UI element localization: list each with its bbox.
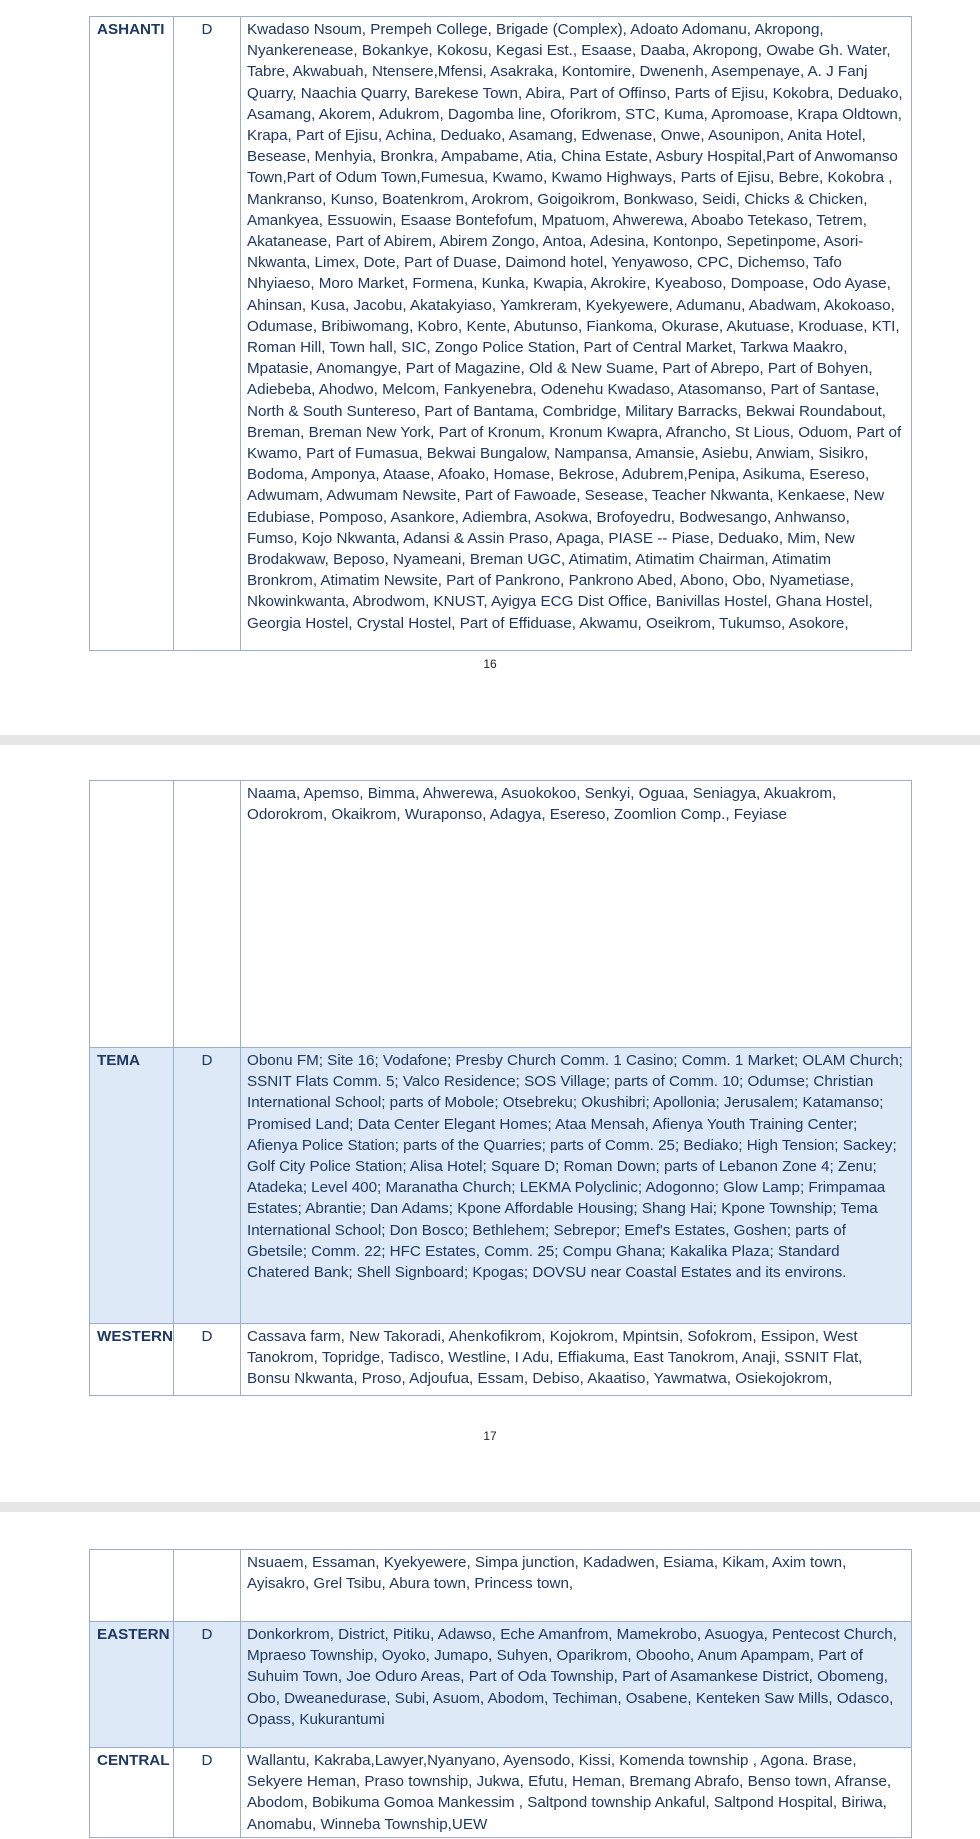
region-cell: CENTRAL	[90, 1748, 174, 1838]
page-number: 16	[483, 657, 497, 671]
affected-areas-cell: Donkorkrom, District, Pitiku, Adawso, Eche Amanfrom, Mamekrobo, Asuogya, Pentecost Church, Mpraeso Township, Oyoko, Jumapo, Suhyen, Oparikrom, Obooho, Anum Apampam, Part of Suhuim Town, Joe Oduro Areas, Part of Oda Township, Part of Asamankese District, Obomeng, Obo, Dweanedurase, Subi, Asuom, Abodom, Techiman, Osabene, Kenteken Saw Mills, Odasco, Opass, Kukurantumi	[241, 1622, 912, 1748]
document-page-16	[0, 0, 980, 735]
outage-schedule-table	[89, 780, 912, 1396]
page-number: 17	[483, 1429, 497, 1443]
affected-areas-cell: Wallantu, Kakraba,Lawyer,Nyanyano, Ayensodo, Kissi, Komenda township , Agona. Brase, Sekyere Heman, Praso township, Jukwa, Efutu, Heman, Bremang Abrafo, Benso town, Afranse, Abodom, Bobikuma Gomoa Mankessim , Saltpond township Ankaful, Saltpond Hospital, Biriwa, Anomabu, Winneba Township,UEW	[241, 1748, 912, 1838]
table-row-eastern	[90, 1622, 912, 1748]
document-page-next	[0, 1512, 980, 1839]
group-code-cell	[174, 781, 241, 1048]
table-row-western	[90, 1324, 912, 1396]
affected-areas-cell: Obonu FM; Site 16; Vodafone; Presby Church Comm. 1 Casino; Comm. 1 Market; OLAM Church; SSNIT Flats Comm. 5; Valco Residence; SOS Village; parts of Comm. 10; Odumse; Christian International School; parts of Mobole; Otsebreku; Okushibri; Apollonia; Jerusalem; Katamanso; Promised Land; Data Center Elegant Homes; Ataa Mensah, Afienya Youth Training Center; Afienya Police Station; parts of the Quarries; parts of Comm. 25; Bediako; High Tension; Sackey; Golf City Police Station; Alisa Hotel; Square D; Roman Down; parts of Lebanon Zone 4; Zenu; Atadeka; Level 400; Maranatha Church; LEKMA Polyclinic; Adogonno; Glow Lamp; Frimpamaa Estates; Abrantie; Dan Adams; Kpone Affordable Housing; Shang Hai; Kpone Township; Tema International School; Don Bosco; Bethlehem; Sebrepor; Emef's Estates, Goshen; parts of Gbetsile; Comm. 22; HFC Estates, Comm. 25; Compu Ghana; Kakalika Plaza; Standard Chatered Bank; Shell Signboard; Kpogas; DOVSU near Coastal Estates and its environs.	[241, 1048, 912, 1324]
outage-schedule-table	[89, 16, 912, 651]
group-code-cell: D	[174, 1324, 241, 1396]
affected-areas-cell: Cassava farm, New Takoradi, Ahenkofikrom, Kojokrom, Mpintsin, Sofokrom, Essipon, West Tanokrom, Topridge, Tadisco, Westline, I Adu, Effiakuma, East Tanokrom, Anaji, SSNIT Flat, Bonsu Nkwanta, Proso, Adjoufua, Essam, Debiso, Akaatiso, Yawmatwa, Osiekojokrom,	[241, 1324, 912, 1396]
region-cell: WESTERN	[90, 1324, 174, 1396]
region-cell: EASTERN	[90, 1622, 174, 1748]
group-code-cell: D	[174, 1048, 241, 1324]
table-row-tema	[90, 1048, 912, 1324]
group-code-cell: D	[174, 1748, 241, 1838]
document-page-17	[0, 745, 980, 1502]
outage-schedule-table	[89, 1549, 912, 1838]
table-row-western-continued	[90, 1550, 912, 1622]
region-cell: TEMA	[90, 1048, 174, 1324]
group-code-cell: D	[174, 1622, 241, 1748]
table-row-ashanti-continued	[90, 781, 912, 1048]
region-cell	[90, 781, 174, 1048]
table-row-central	[90, 1748, 912, 1838]
group-code-cell	[174, 1550, 241, 1622]
region-cell	[90, 1550, 174, 1622]
affected-areas-cell: Kwadaso Nsoum, Prempeh College, Brigade (Complex), Adoato Adomanu, Akropong, Nyankerenease, Bokankye, Kokosu, Kegasi Est., Esaase, Daaba, Akropong, Owabe Gh. Water, Tabre, Akwabuah, Ntensere,Mfensi, Asakraka, Kontomire, Dwenenh, Asempenaye, A. J Fanj Quarry, Naachia Quarry, Barekese Town, Abira, Part of Offinso, Parts of Ejisu, Kokobra, Deduako, Asamang, Akorem, Adukrom, Dagomba line, Oforikrom, STC, Kuma, Apromoase, Krapa Oldtown, Krapa, Part of Ejisu, Achina, Deduako, Asamang, Edwenase, Onwe, Asounipon, Anita Hotel, Besease, Menhyia, Bronkra, Ampabame, Atia, China Estate, Asbury Hospital,Part of Anwomanso Town,Part of Odum Town,Fumesua, Kwamo, Kwamo Highways, Parts of Ejisu, Bebre, Kokobra , Mankranso, Kunso, Boatenkrom, Arokrom, Goigoikrom, Bonkwaso, Seidi, Chicks & Chicken, Amankyea, Essuowin, Esaase Bontefofum, Mpatuom, Ahwerewa, Aboabo Tetekaso, Tetrem, Akatanease, Part of Abirem, Abirem Zongo, Antoa, Adesina, Kontonpo, Sepetinpome, Asori-Nkwanta, Limex, Dote, Part of Duase, Daimond hotel, Yenyawoso, CPC, Dichemso, Tafo Nhyiaeso, Moro Market, Formena, Kunka, Kwapia, Akrokire, Kyeaboso, Dompoase, Odo Ayase, Ahinsan, Kusa, Jacobu, Akatakyiaso, Yamkreram, Kyekyewere, Adumanu, Abadwam, Akokoaso, Odumase, Bribiwomang, Kobro, Kente, Abutunso, Fiankoma, Okurase, Akutuase, Kroduase, KTI, Roman Hill, Town hall, SIC, Zongo Police Station, Part of Central Market, Tarkwa Maakro, Mpatasie, Anomangye, Part of Magazine, Old & New Suame, Part of Abrepo, Part of Bohyen, Adiebeba, Ahodwo, Melcom, Fankyenebra, Odenehu Kwadaso, Atasomanso, Part of Santase, North & South Suntereso, Part of Bantama, Combridge, Military Barracks, Bekwai Roundabout, Breman, Breman New York, Part of Kronum, Kronum Kwapra, Afrancho, St Lious, Oduom, Part of Kwamo, Part of Fumasua, Bekwai Bungalow, Nampansa, Amansie, Asiebu, Anwiam, Sisikro, Bodoma, Amponya, Ataase, Afoako, Homase, Bekrose, Adubrem,Penipa, Asikuma, Esereso, Adwumam, Adwumam Newsite, Part of Fawoade, Sesease, Teacher Nkwanta, Kenkaese, New Edubiase, Pomposo, Asankore, Adiembra, Asokwa, Brofoyedru, Bodwesango, Anhwanso, Fumso, Kojo Nkwanta, Adansi & Assin Praso, Apaga, PIASE -- Piase, Deduako, Mim, New Brodakwaw, Beposo, Nyameani, Breman UGC, Atimatim, Atimatim Chairman, Atimatim Bronkrom, Atimatim Newsite, Part of Pankrono, Pankrono Abed, Abono, Obo, Nyametiase, Nkowinkwanta, Abrodwom, KNUST, Ayigya ECG Dist Office, Banivillas Hostel, Ghana Hostel, Georgia Hostel, Crystal Hostel, Part of Effiduase, Akwamu, Oseikrom, Tukumso, Asokore,	[241, 17, 912, 651]
group-code-cell: D	[174, 17, 241, 651]
region-cell: ASHANTI	[90, 17, 174, 651]
affected-areas-cell: Nsuaem, Essaman, Kyekyewere, Simpa junction, Kadadwen, Esiama, Kikam, Axim town, Ayisakro, Grel Tsibu, Abura town, Princess town,	[241, 1550, 912, 1622]
affected-areas-cell: Naama, Apemso, Bimma, Ahwerewa, Asuokokoo, Senkyi, Oguaa, Seniagya, Akuakrom, Odorokrom, Okaikrom, Wuraponso, Adagya, Esereso, Zoomlion Comp., Feyiase	[241, 781, 912, 1048]
table-row-ashanti	[90, 17, 912, 651]
